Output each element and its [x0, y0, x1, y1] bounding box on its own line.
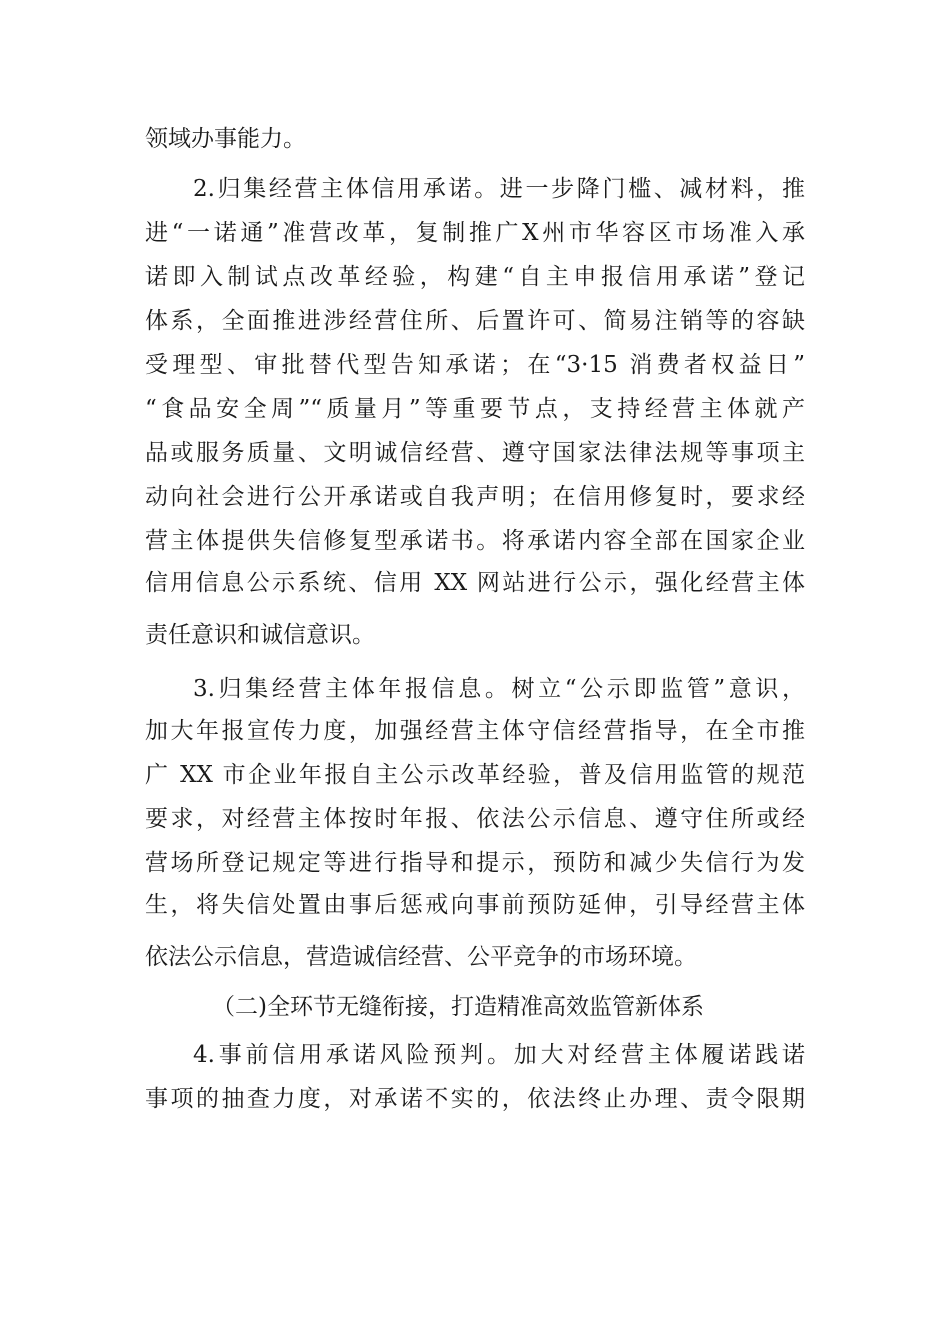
paragraph-line: 动向社会进行公开承诺或自我声明；在信用修复时，要求经 — [145, 484, 805, 510]
paragraph-line: “食品安全周”“质量月”等重要节点，支持经营主体就产 — [145, 396, 805, 422]
paragraph-line: 事项的抽查力度，对承诺不实的，依法终止办理、责令限期 — [145, 1086, 805, 1112]
paragraph-line: 责任意识和诚信意识。 — [145, 622, 375, 648]
paragraph-line: 领域办事能力。 — [145, 126, 306, 152]
paragraph-line: 营场所登记规定等进行指导和提示，预防和减少失信行为发 — [145, 850, 805, 876]
paragraph-line: 生，将失信处置由事后惩戒向事前预防延伸，引导经营主体 — [145, 892, 805, 918]
paragraph-line: 加大年报宣传力度，加强经营主体守信经营指导，在全市推 — [145, 718, 805, 744]
paragraph-line: 广 XX 市企业年报自主公示改革经验，普及信用监管的规范 — [145, 762, 805, 788]
section-heading-line: 2.归集经营主体信用承诺。进一步降门槛、减材料，推 — [193, 176, 805, 202]
paragraph-line: 信用信息公示系统、信用 XX 网站进行公示，强化经营主体 — [145, 570, 805, 596]
paragraph-line: 体系，全面推进涉经营住所、后置许可、简易注销等的容缺 — [145, 308, 805, 334]
paragraph-line: 品或服务质量、文明诚信经营、遵守国家法律法规等事项主 — [145, 440, 805, 466]
paragraph-line: 要求，对经营主体按时年报、依法公示信息、遵守住所或经 — [145, 806, 805, 832]
paragraph-line: 受理型、审批替代型告知承诺；在“3·15 消费者权益日” — [145, 352, 805, 378]
subsection-heading: （二)全环节无缝衔接，打造精准高效监管新体系 — [212, 994, 704, 1020]
paragraph-line: 营主体提供失信修复型承诺书。将承诺内容全部在国家企业 — [145, 528, 805, 554]
section-heading-line: 3.归集经营主体年报信息。树立“公示即监管”意识， — [193, 676, 805, 702]
section-heading-line: 4.事前信用承诺风险预判。加大对经营主体履诺践诺 — [193, 1042, 805, 1068]
paragraph-line: 依法公示信息，营造诚信经营、公平竞争的市场环境。 — [145, 944, 697, 970]
paragraph-line: 进“一诺通”准营改革，复制推广X州市华容区市场准入承 — [145, 220, 805, 246]
paragraph-line: 诺即入制试点改革经验，构建“自主申报信用承诺”登记 — [145, 264, 805, 290]
